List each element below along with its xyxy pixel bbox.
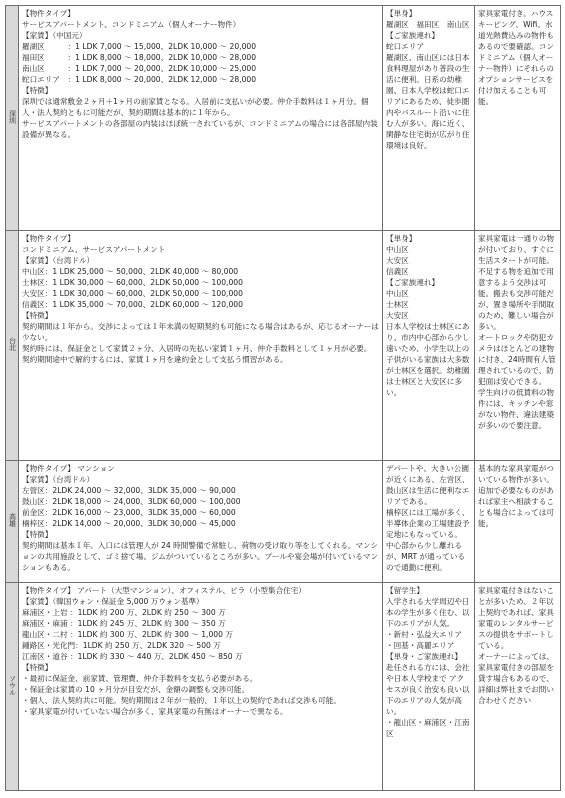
rent-line: 鍾路区・光化門：1LDK 約 250 万、2LDK 320 ～ 500 万 <box>22 641 221 650</box>
area-text: 日本人学校は士林区にあり、市内中心部から少し遠いため、小学生以上の子供がいる家族は大多数が士林区を選択。幼稚園は士林区と大安区に多い。 <box>386 322 470 397</box>
area-line: 大安区 <box>386 256 409 265</box>
detail-line: サービスアパートメント、コンドミニアム（個人オーナー物件） <box>22 20 241 29</box>
area-line: 【ご家族連れ】 <box>386 278 440 287</box>
feature-text: サービスアパートメントの各部屋の内装はほぼ統一されているが、コンドミニアムの場合には各部屋内装設備が異なる。 <box>22 119 378 139</box>
area-line: ・龍山区・麻浦区・江南区 <box>386 718 470 738</box>
area-text: 楠梓区には工場が多く、半導体企業の工場建設予定地にもなっている。 <box>386 508 470 539</box>
detail-line: 【家賃】（台湾ドル） <box>22 475 95 484</box>
area-info-kaohsiung <box>383 461 475 583</box>
feature-text: ・個人、法人契約共に可能。契約期間は２年が一般的、１年以上の契約であれば交渉も可能。 <box>22 696 341 705</box>
area-text: 赴任される方には、会社や日本人学校まで アクセスが良く治安も良い以下のエリアの人気が高い。 <box>386 663 470 716</box>
area-text: 中心部から少し離れるが、MRT が通っているので通勤に便利。 <box>386 541 466 572</box>
area-line: 信義区 <box>386 267 409 276</box>
furniture-text: 家具家電付きはないことが多いため、２年以上契約であれば、家具家電のレンタルサービスの提供をサポートしている。 <box>478 586 554 650</box>
area-line: 中山区 <box>386 245 409 254</box>
rent-line: 中山区：1 LDK 25,000 ～ 50,000、2LDK 40,000 ～ 80,000 <box>22 267 239 276</box>
property-details-kaohsiung <box>19 461 383 583</box>
table-row-seoul <box>6 583 561 791</box>
furniture-text: 学生向けの低賃料の物件には、キッチンや窓がない物件、違法建築が多いので要注意。 <box>478 388 554 430</box>
detail-line: 【家賃】（台湾ドル） <box>22 256 95 265</box>
feature-text: ・家具家電が付いていない場合が多く、家具家電の有無はオーナーで異なる。 <box>22 707 288 716</box>
furniture-info-seoul <box>475 583 561 791</box>
furniture-text: 追加で必要なものがあれば家主へ相談することも場合によっては可能。 <box>478 486 554 528</box>
rent-line: 羅湖区 ：1 LDK 7,000 ～ 15,000、2LDK 10,000 ～ 20,000 <box>22 42 257 51</box>
table-row-kaohsiung <box>6 461 561 583</box>
detail-line: 【物件タイプ】 アパート（大型マンション）、オフィステル、ビラ（小型集合住宅） <box>22 586 306 595</box>
area-line: 【単身】 <box>386 234 417 243</box>
detail-line: 【特徴】 <box>22 311 53 320</box>
property-details-taipei <box>19 231 383 461</box>
rent-line: 福田区 ：1 LDK 8,000 ～ 18,000、2LDK 10,000 ～ 28,000 <box>22 53 257 62</box>
rent-line: 鼓山区：2LDK 18,000 ～ 24,000、3LDK 60,000 ～ 100,000 <box>22 497 241 506</box>
furniture-info-taipei <box>475 231 561 461</box>
area-info-seoul <box>383 583 475 791</box>
detail-line: 【特徴】 <box>22 530 53 539</box>
rent-line: 大安区：1 LDK 30,000 ～ 60,000、2LDK 50,000 ～ 100,000 <box>22 289 243 298</box>
area-line: 羅湖区 福田区 南山区 <box>386 20 470 29</box>
feature-text: 契約時には、保証金として家賃２ヶ分、入居時の先払い家賃１ヶ月、仲介手数料として１ヶ月が必要。 <box>22 344 372 353</box>
area-line: 大安区 <box>386 311 409 320</box>
city-label-taipei: 台北 <box>6 231 19 461</box>
area-text: 羅湖区、南山区には日本食料理屋があり普段の生活に便利。日系の幼稚園、日本人学校は蛇口エリアにあるため、徒歩圏内やバスルート沿いに住む人が多い。海に近く、閑静な住宅街が広がり住環境は良好。 <box>386 53 470 150</box>
furniture-info-shenzhen <box>475 6 561 231</box>
feature-text: ・最初に保証金、前家賃、管理費、仲介手数料を支払う必要がある。 <box>22 674 258 683</box>
detail-line: 【家賃】（韓国ウォン・保証金 5,000 万ウォン基準） <box>22 597 204 606</box>
feature-text: ・保証金は家賃の 10 ヶ月分が目安だが、金額の調整も交渉可能。 <box>22 685 250 694</box>
rent-line: 左營区：2LDK 24,000 ～ 32,000、3LDK 35,000 ～ 90,000 <box>22 486 236 495</box>
furniture-text: 家具家電付き。ハウスキーピング、Wifi、水道光熱費込みの物件もあるので要確認。コンドミニアム（個人オーナー物件）にそれらのオプションサービスを付け加えることも可能。 <box>478 9 554 106</box>
property-details-shenzhen <box>19 6 383 231</box>
area-line: 【ご家族連れ】 <box>386 31 440 40</box>
rent-line: 江南区・道谷 ：1LDK 約 330 ～ 440 万、2LDK 450 ～ 850 万 <box>22 652 243 661</box>
furniture-text: 基本的な家具家電がついている物件が多い。 <box>478 464 554 484</box>
city-label-shenzhen: 深圳 <box>6 6 19 231</box>
feature-text: 深圳では通常敷金２ヶ月＋1ヶ月の前家賃となる。入居前に支払いが必要。仲介手数料は１ヶ月分。個人・法人契約ともに可能だが、契約期間は基本的に１年から。 <box>22 97 369 117</box>
detail-line: 【物件タイプ】 <box>22 234 75 243</box>
area-line: 【留学生】 <box>386 586 424 595</box>
city-label-kaohsiung: 高雄 <box>6 461 19 583</box>
feature-text: 契約期間は基本１年。入口には管理人が 24 時間警備で常駐し、荷物の受け取り等をしてくれる。マンションの共用施設として、ゴミ捨て場、ジムがついているところが多い。プールや宴会場が付いているマンションもある。 <box>22 541 379 572</box>
rent-line: 南山区 ：1 LDK 7,000 ～ 20,000、2LDK 10,000 ～ 25,000 <box>22 64 257 73</box>
rent-line: 前金区：2LDK 16,000 ～ 23,000、3LDK 35,000 ～ 60,000 <box>22 508 236 517</box>
area-line: 士林区 <box>386 300 409 309</box>
rent-line: 信義区：1 LDK 35,000 ～ 70,000、2LDK 60,000 ～ 120,000 <box>22 300 243 309</box>
rent-line: 麻浦区・上岩 ：1LDK 約 200 万、2LDK 約 250 ～ 300 万 <box>22 608 226 617</box>
area-line: 蛇口エリア <box>386 42 424 51</box>
feature-text: 契約期間途中で解約するには、家賃１ヶ月を違約金として支払う慣習がある。 <box>22 355 288 364</box>
detail-line: コンドミニアム、サービスアパートメント <box>22 245 166 254</box>
table-row-shenzhen <box>6 6 561 231</box>
detail-line: 【物件タイプ】 <box>22 9 75 18</box>
detail-line: 【特徴】 <box>22 86 53 95</box>
furniture-text: 不足する物を追加で用意するよう交渉は可能。搬去も交渉可能だが、置き場所や手間取のため、難しい場合が多い。 <box>478 267 554 331</box>
area-info-taipei <box>383 231 475 461</box>
area-line: 【単身・ご家族連れ】 <box>386 652 462 661</box>
property-details-seoul <box>19 583 383 791</box>
furniture-info-kaohsiung <box>475 461 561 583</box>
rent-line: 蛇口エリア ：1 LDK 8,000 ～ 20,000、2LDK 12,000 ～ 28,000 <box>22 75 257 84</box>
table-row-taipei <box>6 231 561 461</box>
detail-line: 【家賃】（中国元） <box>22 31 87 40</box>
area-line: 中山区 <box>386 289 409 298</box>
rent-line: 士林区：1 LDK 30,000 ～ 60,000、2LDK 50,000 ～ 100,000 <box>22 278 243 287</box>
area-line: ・回基・高麗エリア <box>386 641 455 650</box>
furniture-text: オートロックや防犯カメラはほとんどの建物に付き、24時間有人管理されているので、防犯面は安心できる。 <box>478 333 556 386</box>
housing-comparison-table <box>5 5 561 791</box>
feature-text: 契約期間は１年から。交渉によっては１年未満の短期契約も可能になる場合はあるが、応じるオーナーは少ない。 <box>22 322 379 342</box>
furniture-text: 家具家電は一通りの物が付いており、すぐに生活スタートが可能。 <box>478 234 554 265</box>
rent-line: 龍山区・二村 ：1LDK 約 300 万、2LDK 約 300 ～ 1,000 万 <box>22 630 233 639</box>
detail-line: 【特徴】 <box>22 663 53 672</box>
area-info-shenzhen <box>383 6 475 231</box>
area-line: 【単身】 <box>386 9 417 18</box>
area-text: デパートや、大きい公園が近くにある、左営区、鼓山区は生活に便利なエリアである。 <box>386 464 470 506</box>
furniture-text: オーナーによっては、家具家電付きの部屋を貸す場合もあるので、詳細は弊社までお問い合わせください <box>478 652 554 705</box>
rent-line: 楠梓区：2LDK 14,000 ～ 20,000、3LDK 30,000 ～ 45,000 <box>22 519 236 528</box>
area-line: ・新村・弘益大エリア <box>386 630 462 639</box>
area-text: 入学される大学周辺や日本の学生が多く住む、以下のエリアが人気。 <box>386 597 470 628</box>
city-label-seoul: ソウル <box>6 583 19 791</box>
rent-line: 麻浦区・麻浦 ：1LDK 約 245 万、2LDK 約 300 ～ 350 万 <box>22 619 226 628</box>
detail-line: 【物件タイプ】 マンション <box>22 464 115 473</box>
